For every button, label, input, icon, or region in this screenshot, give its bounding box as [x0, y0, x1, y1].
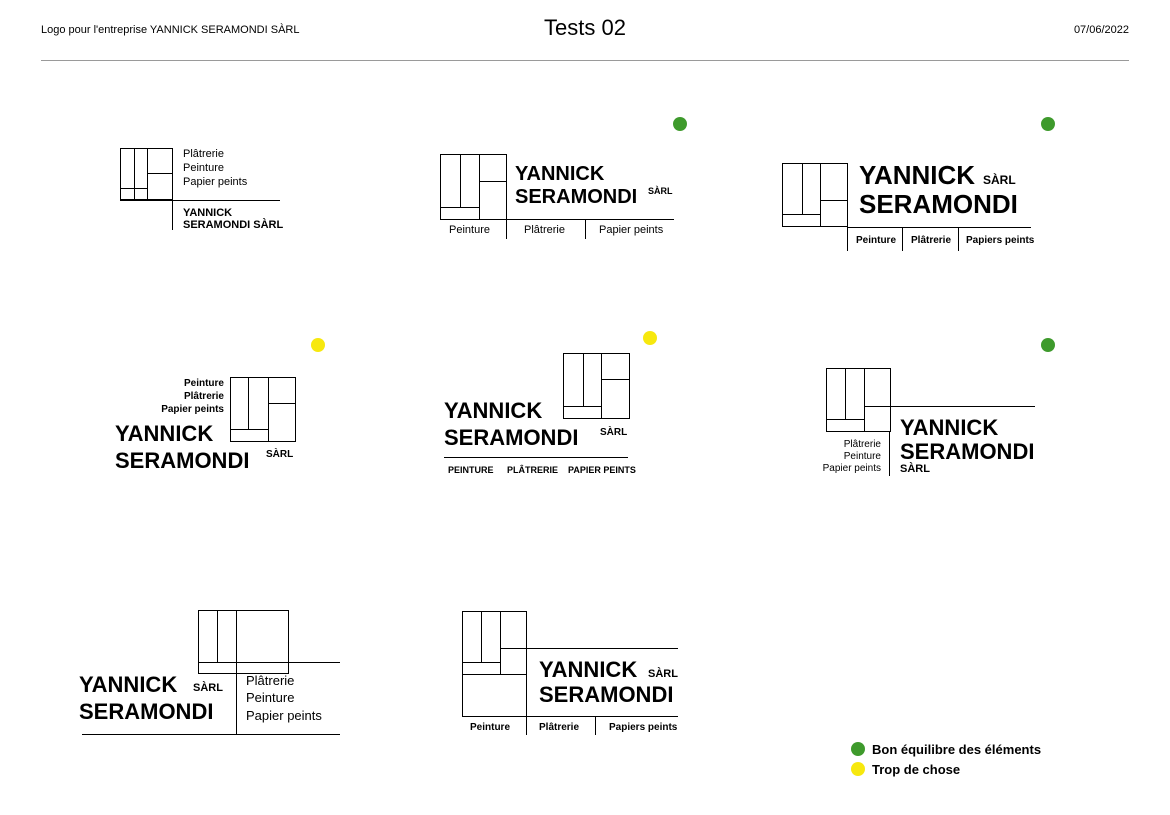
grid-line — [462, 662, 500, 663]
rule-line — [847, 227, 848, 251]
grid-line — [782, 214, 820, 215]
company-name-last: SERAMONDI — [539, 682, 674, 707]
grid-line — [583, 353, 584, 407]
service-platrerie: Plâtrerie — [183, 391, 224, 402]
grid-line — [864, 368, 865, 432]
grid-line — [802, 163, 803, 215]
rule-line — [444, 457, 628, 458]
grid-line — [217, 610, 218, 663]
grid-line — [230, 429, 268, 430]
company-suffix: SÀRL — [266, 449, 294, 460]
service-platrerie: Plâtrerie — [911, 235, 952, 246]
service-platrerie: Plâtrerie — [246, 673, 295, 688]
rating-yellow-dot — [311, 338, 325, 352]
company-name-first: YANNICK — [183, 207, 233, 219]
rule-line — [236, 610, 237, 735]
header-divider — [41, 60, 1129, 61]
company-suffix: SÀRL — [983, 173, 1016, 187]
grid-line — [134, 148, 135, 200]
logo-grid-mark — [782, 163, 848, 227]
service-papier-peints: Papier peints — [161, 404, 224, 415]
service-peinture: Peinture — [843, 451, 881, 462]
rating-green-dot — [1041, 338, 1055, 352]
legend-label-good-balance: Bon équilibre des éléments — [872, 742, 1042, 757]
logo-grid-mark — [198, 610, 289, 674]
grid-line — [120, 188, 147, 189]
service-papier-peints: Papier peints — [822, 463, 881, 474]
grid-line — [460, 154, 461, 208]
service-platrerie: Plâtrerie — [183, 148, 224, 160]
rule-line — [500, 648, 678, 649]
grid-line — [462, 674, 527, 675]
grid-line — [826, 419, 864, 420]
rule-line — [440, 219, 674, 220]
legend-green-dot — [851, 742, 865, 756]
service-peinture: Peinture — [856, 235, 897, 246]
rule-line — [902, 227, 903, 251]
company-name-last: SERAMONDI — [79, 699, 214, 724]
rule-line — [889, 432, 890, 476]
rule-line — [847, 227, 1031, 228]
service-peinture: Peinture — [183, 378, 224, 389]
service-platrerie: Plâtrerie — [524, 224, 565, 236]
company-name-first: YANNICK — [444, 398, 543, 423]
rule-line — [526, 716, 527, 735]
grid-line — [479, 154, 480, 220]
rule-line — [198, 662, 340, 663]
legend-label-too-much: Trop de chose — [872, 762, 961, 777]
company-name-last: SERAMONDI — [115, 448, 250, 473]
rule-line — [462, 716, 678, 717]
company-name-last: SERAMONDI — [444, 425, 579, 450]
rule-line — [585, 219, 586, 239]
rule-line — [595, 716, 596, 735]
company-name-first: YANNICK — [515, 163, 605, 185]
logo-grid-mark — [462, 611, 527, 717]
page-title: Tests 02 — [544, 15, 626, 40]
grid-line — [601, 379, 630, 380]
service-papier-peints: Papier peints — [599, 224, 664, 236]
logo-grid-mark — [563, 353, 630, 419]
grid-line — [147, 148, 148, 200]
company-name-first: YANNICK — [859, 160, 976, 190]
service-peinture: PEINTURE — [448, 465, 494, 475]
rule-line — [958, 227, 959, 251]
company-name-last: SERAMONDI — [900, 439, 1035, 464]
company-suffix: SÀRL — [193, 682, 223, 694]
service-peinture: Peinture — [449, 224, 490, 236]
service-papier-peints: PAPIER PEINTS — [568, 465, 636, 475]
service-papier-peints: Papier peints — [183, 176, 248, 188]
service-papier-peints: Papier peints — [246, 708, 322, 723]
service-peinture: Peinture — [183, 162, 224, 174]
company-suffix: SÀRL — [600, 427, 628, 438]
document-date: 07/06/2022 — [1073, 24, 1129, 36]
grid-line — [820, 200, 848, 201]
service-papiers-peints: Papiers peints — [609, 722, 678, 733]
company-name-last: SERAMONDI SÀRL — [183, 219, 284, 231]
grid-line — [440, 207, 479, 208]
grid-line — [601, 353, 602, 419]
service-peinture: Peinture — [470, 722, 511, 733]
service-platrerie: PLÂTRERIE — [507, 465, 559, 475]
company-name-first: YANNICK — [79, 672, 178, 697]
grid-line — [479, 181, 507, 182]
document-subtitle: Logo pour l'entreprise YANNICK SERAMONDI SÀRL — [41, 24, 300, 36]
grid-line — [481, 611, 482, 663]
logo-grid-mark — [826, 368, 891, 432]
grid-line — [845, 368, 846, 420]
grid-line — [268, 403, 296, 404]
logo-grid-mark — [230, 377, 296, 442]
grid-line — [248, 377, 249, 430]
company-suffix: SÀRL — [648, 186, 673, 196]
rule-line — [172, 200, 173, 230]
company-name-last: SERAMONDI — [515, 186, 638, 208]
rule-line — [120, 200, 280, 201]
company-name-first: YANNICK — [539, 657, 638, 682]
rule-line — [82, 734, 340, 735]
rating-green-dot — [673, 117, 687, 131]
legend-yellow-dot — [851, 762, 865, 776]
rating-green-dot — [1041, 117, 1055, 131]
logo-grid-mark — [440, 154, 507, 220]
company-name-first: YANNICK — [115, 421, 214, 446]
rule-line — [506, 219, 507, 239]
company-name-last: SERAMONDI — [859, 189, 1018, 219]
grid-line — [147, 173, 173, 174]
grid-line — [820, 163, 821, 227]
service-platrerie: Plâtrerie — [843, 439, 881, 450]
grid-line — [268, 377, 269, 442]
company-name-first: YANNICK — [900, 415, 999, 440]
service-platrerie: Plâtrerie — [539, 722, 580, 733]
service-papiers-peints: Papiers peints — [966, 235, 1035, 246]
company-suffix: SÀRL — [900, 463, 930, 475]
company-suffix: SÀRL — [648, 668, 678, 680]
rating-yellow-dot — [643, 331, 657, 345]
grid-line — [500, 611, 501, 674]
service-peinture: Peinture — [246, 690, 295, 705]
rule-line — [864, 406, 1035, 407]
grid-line — [563, 406, 601, 407]
